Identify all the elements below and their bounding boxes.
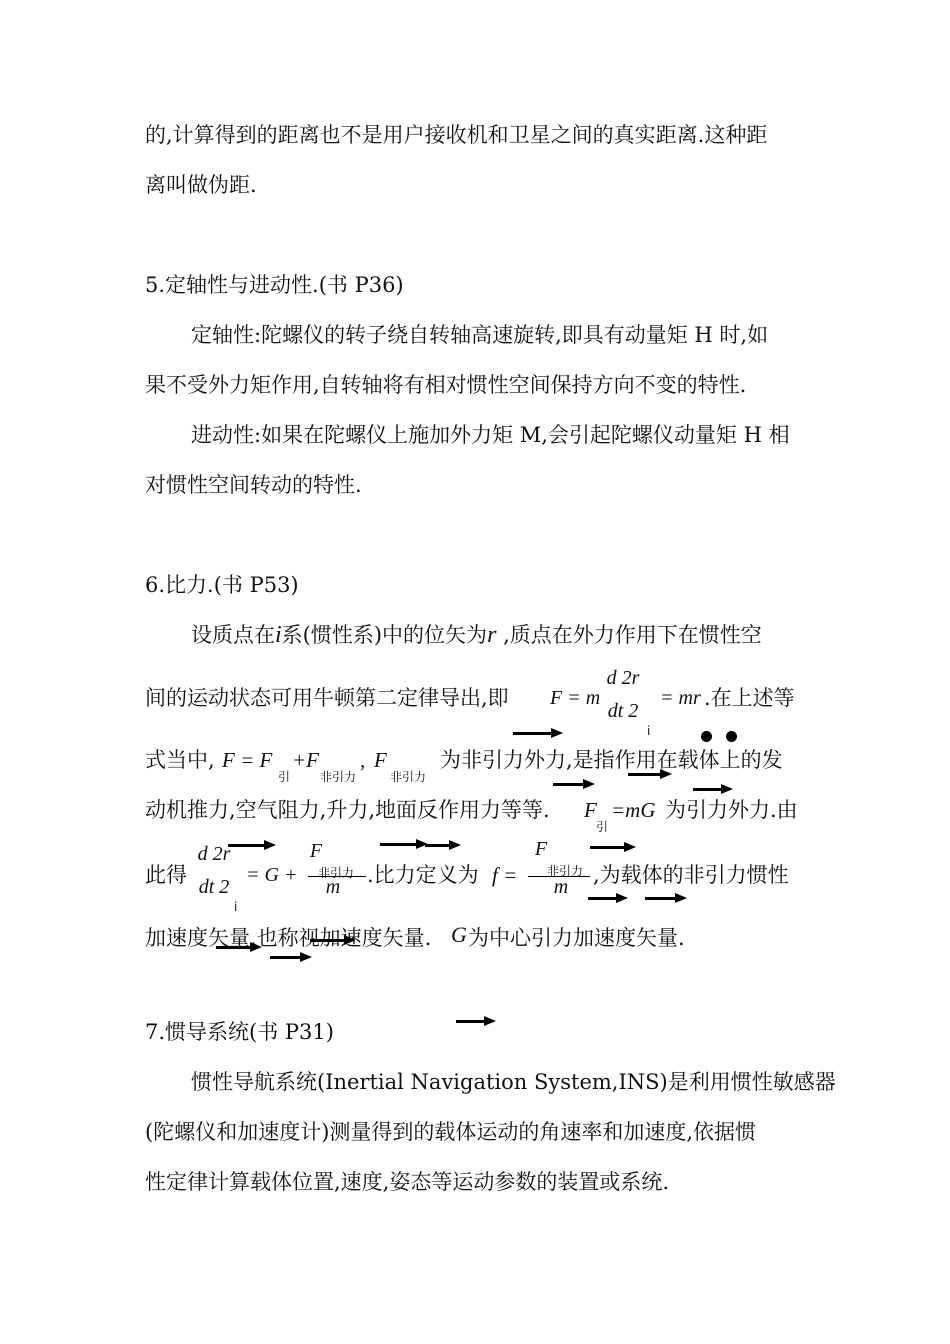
s6-l5-f-eq: f = [492, 863, 518, 887]
s6-l4-sub-yin: 引 [596, 820, 609, 834]
s6-l6-text-b: 为中心引力加速度矢量. [468, 926, 685, 950]
section-7-heading: 7.惯导系统(书 P31) [145, 1020, 334, 1044]
s6-l1-text-a: 设质点在 [191, 623, 275, 647]
s6-l2-formula-F: F = m [550, 687, 601, 709]
s6-l5-m2: m [553, 876, 569, 898]
intro-line-1: 的,计算得到的距离也不是用户接收机和卫星之间的真实距离.这种距 [145, 123, 768, 147]
s6-l3-text-b: 为非引力外力,是指作用在载体上的发 [440, 748, 783, 772]
section-5-heading: 5.定轴性与进动性.(书 P36) [145, 273, 404, 297]
s5-p2-line-1: 进动性:如果在陀螺仪上施加外力矩 M,会引起陀螺仪动量矩 H 相 [191, 423, 790, 447]
s6-l1-r: r [487, 622, 497, 648]
s6-l4-text-a: 动机推力,空气阻力,升力,地面反作用力等等. [145, 798, 550, 822]
vector-arrow-icon [553, 783, 585, 786]
s6-l3-sub-feiyinli-2: 非引力 [390, 770, 427, 784]
vector-arrow-icon [270, 956, 302, 959]
vector-arrow-icon [456, 1020, 486, 1023]
s5-p1-line-2: 果不受外力矩作用,自转轴将有相对惯性空间保持方向不变的特性. [145, 373, 747, 397]
vector-arrow-icon [513, 732, 553, 735]
s7-line-2: (陀螺仪和加速度计)测量得到的载体运动的角速率和加速度,依据惯 [145, 1120, 757, 1144]
vector-arrow-icon [310, 939, 346, 942]
s6-l5-F2-numerator: F [534, 838, 548, 860]
s6-l5-text-c: ,为载体的非引力惯性 [593, 863, 789, 887]
s6-l5-numerator: d 2r [197, 843, 231, 865]
s6-l3-F: F [374, 748, 387, 772]
vector-arrow-icon [590, 846, 626, 849]
vector-arrow-icon [425, 844, 451, 847]
section-6-heading: 6.比力.(书 P53) [145, 573, 299, 597]
s6-l2-numerator: d 2r [606, 667, 640, 689]
vector-arrow-icon [588, 897, 618, 900]
vector-arrow-icon [628, 773, 662, 776]
s6-l3-sub-yin: 引 [278, 770, 291, 784]
s6-line-1 [191, 620, 762, 650]
s6-l1-text-c: ,质点在外力作用下在惯性空 [496, 623, 762, 647]
s6-l5-text-a: 此得 [145, 863, 187, 887]
s6-l5-eq-G: = G + [246, 864, 298, 886]
s7-line-3: 性定律计算载体位置,速度,姿态等运动参数的装置或系统. [145, 1170, 670, 1194]
s6-l4-F: F [584, 798, 597, 822]
vector-arrow-icon [645, 897, 677, 900]
s6-l3-sub-feiyinli: 非引力 [320, 770, 357, 784]
s6-l2-formula-mr: = mr [660, 687, 701, 709]
s6-l2-text-b: .在上述等 [704, 686, 795, 710]
vector-arrow-icon [216, 946, 252, 949]
s6-l2-denominator: dt 2 [607, 700, 639, 722]
double-dot-icon [701, 731, 712, 742]
s6-l5-denominator: dt 2 [198, 876, 230, 898]
intro-line-2: 离叫做伪距. [145, 173, 257, 197]
s6-l5-text-b: .比力定义为 [367, 863, 479, 887]
s5-p2-line-2: 对惯性空间转动的特性. [145, 473, 362, 497]
s5-p1-line-1: 定轴性:陀螺仪的转子绕自转轴高速旋转,即具有动量矩 H 时,如 [191, 323, 769, 347]
s6-l1-text-b: 系(惯性系)中的位矢为 [281, 623, 488, 647]
s6-l1-i: i [275, 622, 282, 648]
vector-arrow-icon [380, 843, 418, 846]
s6-l3-plus-F: +F [292, 748, 319, 772]
s6-l5-F-numerator: F [309, 840, 323, 862]
s6-l2-text-a: 间的运动状态可用牛顿第二定律导出,即 [145, 686, 509, 710]
s6-l3-eq-F: F = F [222, 748, 273, 772]
vector-arrow-icon [693, 788, 723, 791]
s7-line-1: 惯性导航系统(Inertial Navigation System,INS)是利用惯性敏感器 [191, 1070, 836, 1094]
s6-l5-F2-sub: 非引力 [547, 864, 584, 878]
s6-l6-text-a: 加速度矢量,也称视加速度矢量. [145, 926, 432, 950]
s6-l3-text-a: 式当中, [145, 748, 215, 772]
s6-l4-text-b: 为引力外力.由 [665, 798, 798, 822]
s6-l3-comma: , [360, 748, 366, 772]
s6-l5-F-sub: 非引力 [318, 866, 355, 880]
s6-l4-eq-mG: =mG [611, 798, 656, 822]
s6-l5-sub-i: i [234, 900, 238, 914]
s6-l6-G: G [451, 922, 467, 947]
s6-l5-m: m [325, 876, 341, 898]
s6-l2-sub-i: i [647, 724, 651, 738]
double-dot-icon [726, 731, 737, 742]
